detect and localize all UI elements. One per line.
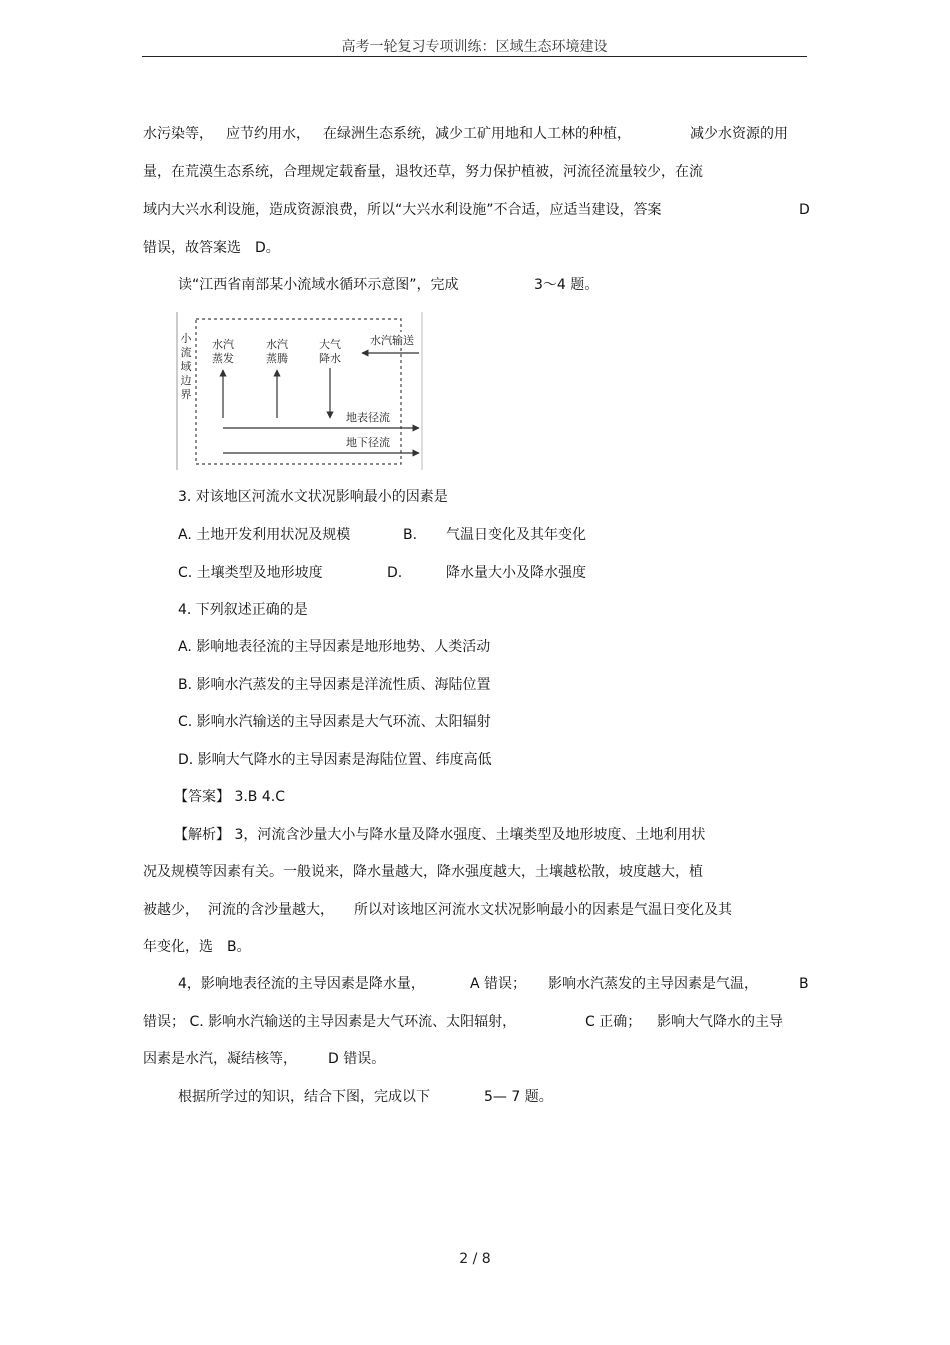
q3-option-a: A. 土地开发利用状况及规模 xyxy=(178,527,351,543)
precipitation-label-1: 大气 xyxy=(319,338,341,351)
q4-stem: 4. 下列叙述正确的是 xyxy=(178,602,308,618)
surface-runoff-label: 地表径流 xyxy=(346,411,390,424)
para1-line1-b: 应节约用水， xyxy=(226,126,310,142)
q4-option-a: A. 影响地表径流的主导因素是地形地势、人类活动 xyxy=(178,639,491,655)
water-cycle-diagram xyxy=(176,312,424,470)
transpiration-label-2: 蒸腾 xyxy=(266,352,288,365)
analysis-line5-b: A 错误； xyxy=(470,976,527,992)
transpiration-label-1: 水汽 xyxy=(266,338,288,351)
para1-line3-a: 域内大兴水利设施，造成资源浪费，所以“大兴水利设施”不合适，应适当建设，答案 xyxy=(143,202,662,218)
analysis-line6-b: C 正确； xyxy=(585,1014,642,1030)
para1-line1-c: 在绿洲生态系统，减少工矿用地和人工林的种植， xyxy=(323,126,631,142)
evaporation-label-2: 蒸发 xyxy=(212,352,234,365)
q3-option-d-text: 降水量大小及降水强度 xyxy=(446,565,586,581)
q4-option-c: C. 影响水汽输送的主导因素是大气环流、太阳辐射 xyxy=(178,714,491,730)
next-intro-range: 5— 7 题。 xyxy=(484,1089,553,1105)
precipitation-label-2: 降水 xyxy=(319,352,341,365)
para1-line1-d: 减少水资源的用 xyxy=(690,126,788,142)
analysis-line7-b: D 错误。 xyxy=(328,1051,386,1067)
boundary-char-2: 流 xyxy=(180,346,192,359)
vapor-transport-label: 水汽输送 xyxy=(370,334,414,347)
q4-option-d: D. 影响大气降水的主导因素是海陆位置、纬度高低 xyxy=(178,752,492,768)
boundary-char-5: 界 xyxy=(180,388,192,401)
q3-stem: 3. 对该地区河流水文状况影响最小的因素是 xyxy=(178,489,448,505)
answer-line: 【答案】 3.B 4.C xyxy=(174,789,285,805)
analysis-line5-a: 4，影响地表径流的主导因素是降水量， xyxy=(178,976,425,992)
q3-option-b-text: 气温日变化及其年变化 xyxy=(446,527,586,543)
analysis-line3-b: 河流的含沙量越大， xyxy=(208,902,334,918)
boundary-char-1: 小 xyxy=(180,332,192,345)
analysis-line5-d: B xyxy=(799,976,809,992)
intro-text: 读“江西省南部某小流域水循环示意图”，完成 xyxy=(178,277,459,293)
para1-line4: 错误，故答案选 D。 xyxy=(143,240,280,256)
boundary-char-4: 边 xyxy=(180,374,192,387)
para1-line1-a: 水污染等， xyxy=(143,126,213,142)
analysis-line3-c: 所以对该地区河流水文状况影响最小的因素是气温日变化及其 xyxy=(354,902,732,918)
analysis-line1: 【解析】 3，河流含沙量大小与降水量及降水强度、土壤类型及地形坡度、土地利用状 xyxy=(174,827,706,843)
page-number: 2 / 8 xyxy=(459,1251,491,1267)
analysis-line6-c: 影响大气降水的主导 xyxy=(657,1014,783,1030)
analysis-line2: 况及规模等因素有关。一般说来，降水量越大，降水强度越大，土壤越松散，坡度越大，植 xyxy=(143,864,703,880)
analysis-line7-a: 因素是水汽，凝结核等， xyxy=(143,1051,297,1067)
header-divider xyxy=(142,56,807,57)
intro-range: 3～4 题。 xyxy=(534,277,599,293)
evaporation-label-1: 水汽 xyxy=(212,338,234,351)
para1-line2: 量，在荒漠生态系统，合理规定载畜量，退牧还草，努力保护植被，河流径流量较少，在流 xyxy=(143,164,703,180)
q3-option-c: C. 土壤类型及地形坡度 xyxy=(178,565,323,581)
analysis-line3-a: 被越少， xyxy=(143,902,199,918)
page-header-title: 高考一轮复习专项训练：区域生态环境建设 xyxy=(341,39,608,55)
ground-runoff-label: 地下径流 xyxy=(346,436,390,449)
boundary-char-3: 域 xyxy=(180,360,192,373)
analysis-line4: 年变化，选 B。 xyxy=(143,939,251,955)
q4-option-b: B. 影响水汽蒸发的主导因素是洋流性质、海陆位置 xyxy=(178,677,491,693)
analysis-line6-a: 错误； C. 影响水汽输送的主导因素是大气环流、太阳辐射， xyxy=(143,1014,517,1030)
para1-line3-b: D xyxy=(799,202,810,218)
next-intro-text: 根据所学过的知识，结合下图，完成以下 xyxy=(178,1089,430,1105)
q3-option-b-letter: B. xyxy=(403,527,418,543)
q3-option-d-letter: D. xyxy=(387,565,403,581)
analysis-line5-c: 影响水汽蒸发的主导因素是气温， xyxy=(548,976,758,992)
